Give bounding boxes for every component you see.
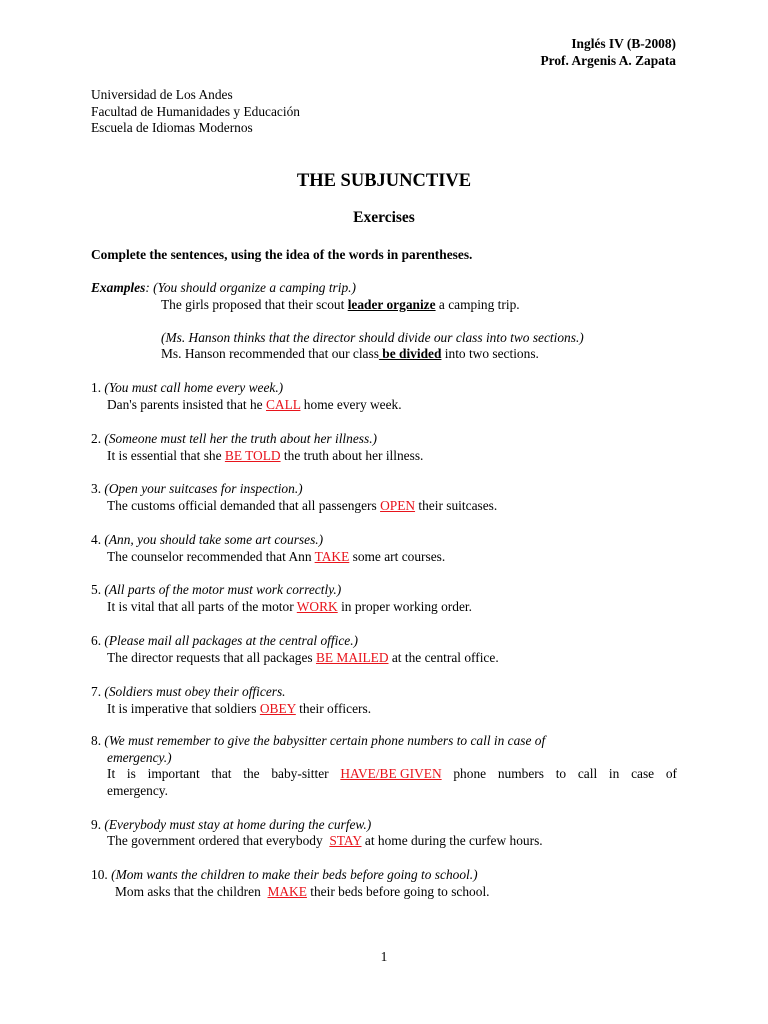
document-title: THE SUBJUNCTIVE bbox=[296, 171, 472, 191]
example-1-sentence: The girls proposed that their scout leader organize a camping trip. bbox=[161, 297, 520, 312]
exercise-prompt-line: 2. (Someone must tell her the truth about her illness.) bbox=[91, 431, 378, 446]
exercise-answer: OPEN bbox=[380, 498, 416, 513]
exercise-answer: TAKE bbox=[314, 549, 350, 564]
exercise-sentence: The customs official demanded that all passengers OPEN their suitcases. bbox=[107, 498, 498, 513]
exercise-9-prompt-line: 9. (Everybody must stay at home during the curfew.) bbox=[91, 817, 372, 832]
exercise-sentence: It is imperative that soldiers OBEY their officers. bbox=[107, 701, 372, 716]
exercise-sentence: It is vital that all parts of the motor WORK in proper working order. bbox=[107, 599, 472, 614]
example-1-prompt: (You should organize a camping trip.) bbox=[153, 280, 356, 295]
word: that bbox=[211, 766, 232, 781]
professor-header: Prof. Argenis A. Zapata bbox=[540, 53, 676, 68]
institution-faculty: Facultad de Humanidades y Educación bbox=[91, 104, 300, 119]
exercise-prompt: (Please mail all packages at the central office.) bbox=[104, 633, 359, 648]
word: call bbox=[577, 766, 598, 781]
exercise-prompt: (Someone must tell her the truth about her illness.) bbox=[104, 431, 378, 446]
exercise-8-sentence-line2: emergency. bbox=[107, 783, 168, 798]
word: in bbox=[608, 766, 620, 781]
exercise-8-answer: HAVE/BE GIVEN bbox=[340, 766, 442, 781]
exercise-answer: CALL bbox=[265, 397, 301, 412]
examples-label: Examples bbox=[91, 280, 146, 295]
exercise-answer: WORK bbox=[296, 599, 338, 614]
exercise-prompt-line: 1. (You must call home every week.) bbox=[91, 380, 284, 395]
document-subtitle: Exercises bbox=[353, 209, 415, 226]
exercise-10-sentence: Mom asks that the children MAKE their beds before going to school. bbox=[115, 884, 490, 899]
word: of bbox=[665, 766, 677, 781]
exercise-prompt: (All parts of the motor must work correctly.) bbox=[104, 582, 342, 597]
exercise-10-prompt-line: 10. (Mom wants the children to make their beds before going to school.) bbox=[91, 867, 478, 882]
instructions: Complete the sentences, using the idea of the words in parentheses. bbox=[91, 247, 473, 262]
exercise-prompt-line: 7. (Soldiers must obey their officers. bbox=[91, 684, 286, 699]
exercise-9-answer: STAY bbox=[329, 833, 362, 848]
exercise-sentence: The director requests that all packages BE MAILED at the central office. bbox=[107, 650, 499, 665]
example-2-prompt: (Ms. Hanson thinks that the director should divide our class into two sections.) bbox=[161, 330, 584, 345]
exercise-prompt-line: 6. (Please mail all packages at the central office.) bbox=[91, 633, 359, 648]
word: is bbox=[126, 766, 136, 781]
course-header: Inglés IV (B-2008) bbox=[571, 36, 676, 51]
exercise-sentence: The counselor recommended that Ann TAKE some art courses. bbox=[107, 549, 446, 564]
example-2-answer: be divided bbox=[378, 346, 442, 361]
exercise-prompt: (Open your suitcases for inspection.) bbox=[104, 481, 303, 496]
exercise-answer: OBEY bbox=[259, 701, 296, 716]
exercise-answer: BE TOLD bbox=[224, 448, 281, 463]
word: numbers bbox=[497, 766, 544, 781]
exercise-prompt-line: 4. (Ann, you should take some art courses.) bbox=[91, 532, 324, 547]
exercise-prompt-line: 3. (Open your suitcases for inspection.) bbox=[91, 481, 303, 496]
word: It bbox=[107, 766, 116, 781]
exercise-prompt: (Ann, you should take some art courses.) bbox=[104, 532, 324, 547]
exercise-8-prompt-line2: emergency.) bbox=[107, 750, 172, 765]
word: to bbox=[555, 766, 567, 781]
exercise-8-prompt-line1: 8. (We must remember to give the babysitter certain phone numbers to call in case of bbox=[91, 733, 546, 748]
word: phone bbox=[453, 766, 487, 781]
institution-university: Universidad de Los Andes bbox=[91, 87, 233, 102]
example-1-prompt-line: Examples: (You should organize a camping trip.) bbox=[91, 280, 356, 295]
word: case bbox=[631, 766, 655, 781]
exercise-answer: BE MAILED bbox=[315, 650, 389, 665]
exercise-sentence: It is essential that she BE TOLD the truth about her illness. bbox=[107, 448, 424, 463]
exercise-10-answer: MAKE bbox=[267, 884, 307, 899]
institution-school: Escuela de Idiomas Modernos bbox=[91, 120, 253, 135]
example-2-sentence: Ms. Hanson recommended that our class be divided into two sections. bbox=[161, 346, 539, 361]
exercise-sentence: Dan's parents insisted that he CALL home every week. bbox=[107, 397, 402, 412]
exercise-prompt: (Soldiers must obey their officers. bbox=[104, 684, 286, 699]
page-number: 1 bbox=[380, 949, 388, 964]
exercise-9-sentence: The government ordered that everybody STAY at home during the curfew hours. bbox=[107, 833, 543, 848]
exercise-prompt: (You must call home every week.) bbox=[104, 380, 284, 395]
example-1-answer: leader organize bbox=[347, 297, 436, 312]
exercise-prompt-line: 5. (All parts of the motor must work correctly.) bbox=[91, 582, 342, 597]
word: the bbox=[243, 766, 260, 781]
word: important bbox=[147, 766, 200, 781]
exercise-8-sentence-line1 bbox=[107, 766, 677, 783]
word: baby-sitter bbox=[271, 766, 329, 781]
